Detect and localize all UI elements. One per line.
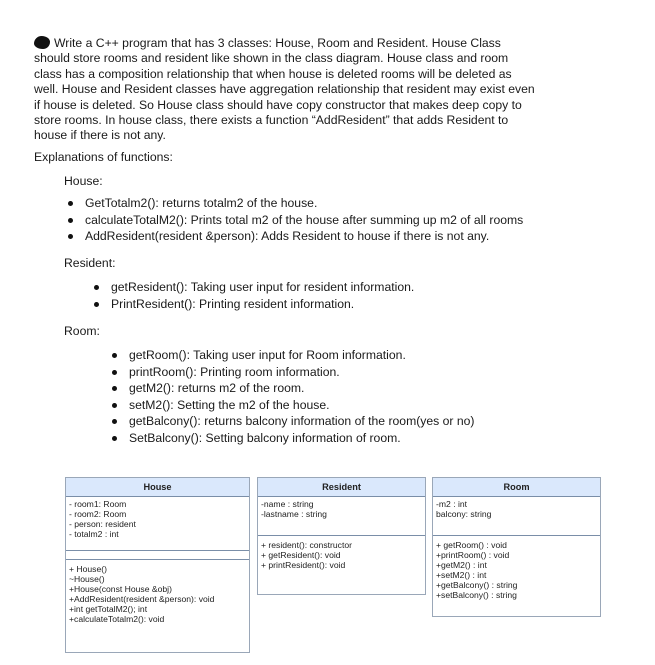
uml-house-methods <box>66 562 249 626</box>
house-heading: House: <box>64 174 103 188</box>
house-function-list <box>66 195 523 245</box>
list-item: GetTotalm2(): returns totalm2 of the house. <box>66 195 523 212</box>
uml-room-methods <box>433 538 600 602</box>
uml-method: +int getTotalM2(); int <box>69 604 148 614</box>
uml-method: +AddResident(resident &person): void <box>69 594 215 604</box>
blob-marker-icon <box>34 36 50 49</box>
uml-method: +getBalcony() : string <box>436 580 518 590</box>
uml-attribute: - person: resident <box>69 519 136 529</box>
intro-line: house if there is not any. <box>34 128 166 143</box>
list-item: PrintResident(): Printing resident information. <box>92 296 414 313</box>
uml-method: +setBalcony() : string <box>436 590 517 600</box>
uml-room-attributes <box>433 497 600 531</box>
uml-method: + getResident(): void <box>261 550 341 560</box>
room-heading: Room: <box>64 324 100 338</box>
uml-method: +getM2() : int <box>436 560 487 570</box>
intro-line: store rooms. In house class, there exists a function “AddResident” that adds Resident to <box>34 113 509 128</box>
uml-attribute: -name : string <box>261 499 314 509</box>
explanations-heading: Explanations of functions: <box>34 150 173 164</box>
uml-method: + resident(): constructor <box>261 540 352 550</box>
uml-resident-title: Resident <box>258 478 425 497</box>
uml-resident-attributes <box>258 497 425 531</box>
uml-method: +printRoom() : void <box>436 550 510 560</box>
list-item: SetBalcony(): Setting balcony information of room. <box>110 430 474 447</box>
uml-house-class <box>65 477 250 653</box>
uml-room-title: Room <box>433 478 600 497</box>
list-item: setM2(): Setting the m2 of the house. <box>110 397 474 414</box>
uml-method: + House() <box>69 564 107 574</box>
intro-line: Write a C++ program that has 3 classes: House, Room and Resident. House Class <box>54 36 501 50</box>
intro-line: well. House and Resident classes have aggregation relationship that resident may exist even <box>34 82 535 97</box>
uml-attribute: - totalm2 : int <box>69 529 119 539</box>
uml-resident-methods <box>258 538 425 572</box>
uml-room-class <box>432 477 601 617</box>
intro-line: class has a composition relationship that when house is deleted rooms will be deleted as <box>34 66 512 81</box>
uml-house-attributes <box>66 497 249 546</box>
uml-attribute: -lastname : string <box>261 509 327 519</box>
uml-attribute: - room1: Room <box>69 499 127 509</box>
room-function-list <box>110 347 474 447</box>
list-item: getRoom(): Taking user input for Room information. <box>110 347 474 364</box>
intro-line: if house is deleted. So House class should have copy constructor that makes deep copy to <box>34 97 522 112</box>
uml-attribute: -m2 : int <box>436 499 468 509</box>
uml-method: +setM2() : int <box>436 570 487 580</box>
list-item: getResident(): Taking user input for resident information. <box>92 279 414 296</box>
uml-attribute: balcony: string <box>436 509 492 519</box>
uml-method: +House(const House &obj) <box>69 584 172 594</box>
uml-resident-class <box>257 477 426 595</box>
list-item: printRoom(): Printing room information. <box>110 364 474 381</box>
uml-attribute: - room2: Room <box>69 509 127 519</box>
uml-divider <box>66 550 249 553</box>
list-item: getBalcony(): returns balcony information of the room(yes or no) <box>110 413 474 430</box>
uml-method: ~House() <box>69 574 105 584</box>
uml-method: + getRoom() : void <box>436 540 507 550</box>
uml-method: +calculateTotalm2(): void <box>69 614 165 624</box>
list-item: AddResident(resident &person): Adds Resident to house if there is not any. <box>66 228 523 245</box>
resident-function-list <box>92 279 414 312</box>
resident-heading: Resident: <box>64 256 116 270</box>
uml-method: + printResident(): void <box>261 560 346 570</box>
list-item: getM2(): returns m2 of the room. <box>110 380 474 397</box>
intro-line: should store rooms and resident like shown in the class diagram. House class and room <box>34 51 509 66</box>
list-item: calculateTotalM2(): Prints total m2 of the house after summing up m2 of all rooms <box>66 212 523 229</box>
intro-paragraph <box>34 36 594 144</box>
uml-house-title: House <box>66 478 249 497</box>
